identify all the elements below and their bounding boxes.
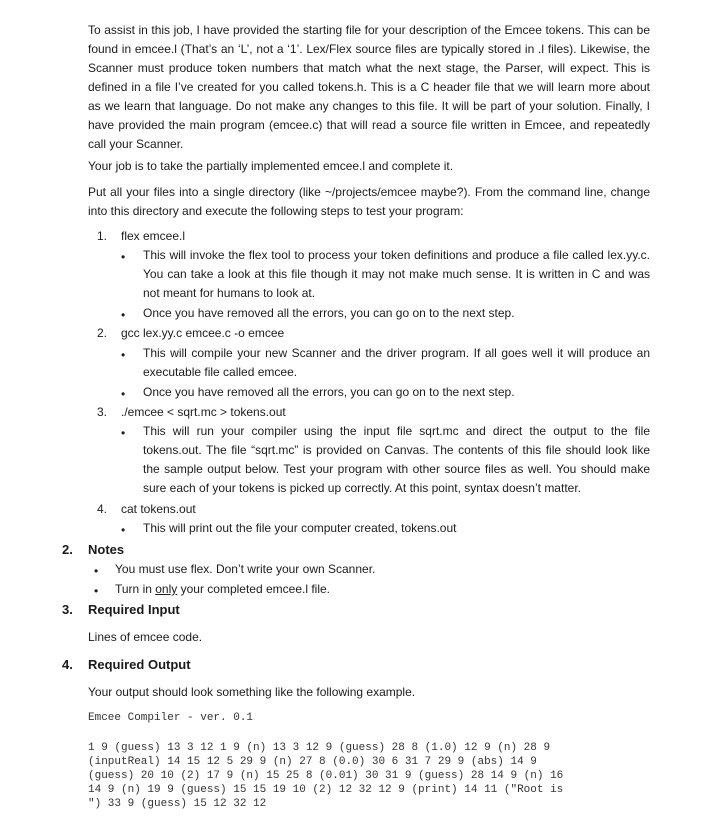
bullet-glyph: • [121,348,126,362]
code-line: 1 9 (guess) 13 3 12 1 9 (n) 13 3 12 9 (guess) 28 8 (1.0) 12 9 (n) 28 9 [88,742,551,754]
bullet-glyph: • [94,584,99,598]
intro-paragraph-2: Your job is to take the partially implemented emcee.l and complete it. [88,159,454,173]
step-4-number: 4. [97,502,108,516]
bullet-glyph: • [121,426,126,440]
required-input-number: 3. [62,602,73,617]
step-1-bullet-2: Once you have removed all the errors, you can go on to the next step. [143,306,515,320]
notes-bullet-1: You must use flex. Don’t write your own Scanner. [115,562,376,576]
bullet-glyph: • [121,387,126,401]
step-1-command: flex emcee.l [121,229,186,243]
required-output-text: Your output should look something like the following example. [88,685,416,699]
notes-heading: Notes [88,542,125,557]
code-line: (guess) 20 10 (2) 17 9 (n) 15 25 8 (0.01) 30 31 9 (guess) 28 14 9 (n) 16 [88,770,564,782]
step-4-bullet-1: This will print out the file your computer created, tokens.out [143,521,457,535]
step-2-number: 2. [97,326,108,340]
step-2-bullet-1: This will compile your new Scanner and the driver program. If all goes well it will produce an executable file called emcee. [143,346,650,379]
notes-bullet-2 [115,580,330,599]
intro-paragraph-3: Put all your files into a single directory (like ~/projects/emcee maybe?). From the command line, change into this directory and execute the following steps to test your program: [88,185,650,218]
required-input-heading: Required Input [88,602,180,617]
notes-bullet-2-underline: only [155,582,178,596]
step-3-bullet-1: This will run your compiler using the input file sqrt.mc and direct the output to the file tokens.out. The file “sqrt.mc” is provided on Canvas. The contents of this file should look like the sample output below. Test your program with other source files as well. You should make sure each of your tokens is picked up correctly. At this point, syntax doesn’t matter. [143,424,650,495]
step-1-bullet-1: This will invoke the flex tool to process your token definitions and produce a file called lex.yy.c. You can take a look at this file though it may not make much sense. It is written in C and was not meant for humans to look at. [143,248,650,300]
step-3-command: ./emcee < sqrt.mc > tokens.out [121,405,286,419]
code-line: (inputReal) 14 15 12 5 29 9 (n) 27 8 (0.0) 30 6 31 7 29 9 (abs) 14 9 [88,756,537,768]
bullet-glyph: • [121,308,126,322]
notes-number: 2. [62,542,73,557]
step-1-number: 1. [97,229,108,243]
step-3-number: 3. [97,405,108,419]
step-2-bullet-2: Once you have removed all the errors, you can go on to the next step. [143,385,515,399]
notes-bullet-2-pre: Turn in [115,582,156,596]
required-output-number: 4. [62,657,73,672]
bullet-glyph: • [121,250,126,264]
bullet-glyph: • [94,564,99,578]
required-input-text: Lines of emcee code. [88,630,203,644]
intro-paragraph-1: To assist in this job, I have provided the starting file for your description of the Emcee tokens. This can be found in emcee.l (That’s an ‘L’, not a ‘1’. Lex/Flex source files are typically stored in .l files). Likewise, the Scanner must produce token numbers that match what the next stage, the Parser, will expect. This is defined in a file I’ve created for you called tokens.h. This is a C header file that we will learn more about as we learn that language. Do not make any changes to this file. It will be part of your solution. Finally, I have provided the main program (emcee.c) that will read a source file written in Emcee, and repeatedly call your Scanner. [88,23,650,151]
bullet-glyph: • [121,523,126,537]
code-line: 14 9 (n) 19 9 (guess) 15 15 19 10 (2) 12 32 12 9 (print) 14 11 ("Root is [88,784,564,796]
code-sample [88,741,563,811]
required-output-heading: Required Output [88,657,191,672]
code-line: ") 33 9 (guess) 15 12 32 12 [88,798,267,810]
step-2-command: gcc lex.yy.c emcee.c -o emcee [121,326,285,340]
code-header: Emcee Compiler - ver. 0.1 [88,712,254,724]
notes-bullet-2-post: your completed emcee.l file. [177,582,331,596]
step-4-command: cat tokens.out [121,502,196,516]
